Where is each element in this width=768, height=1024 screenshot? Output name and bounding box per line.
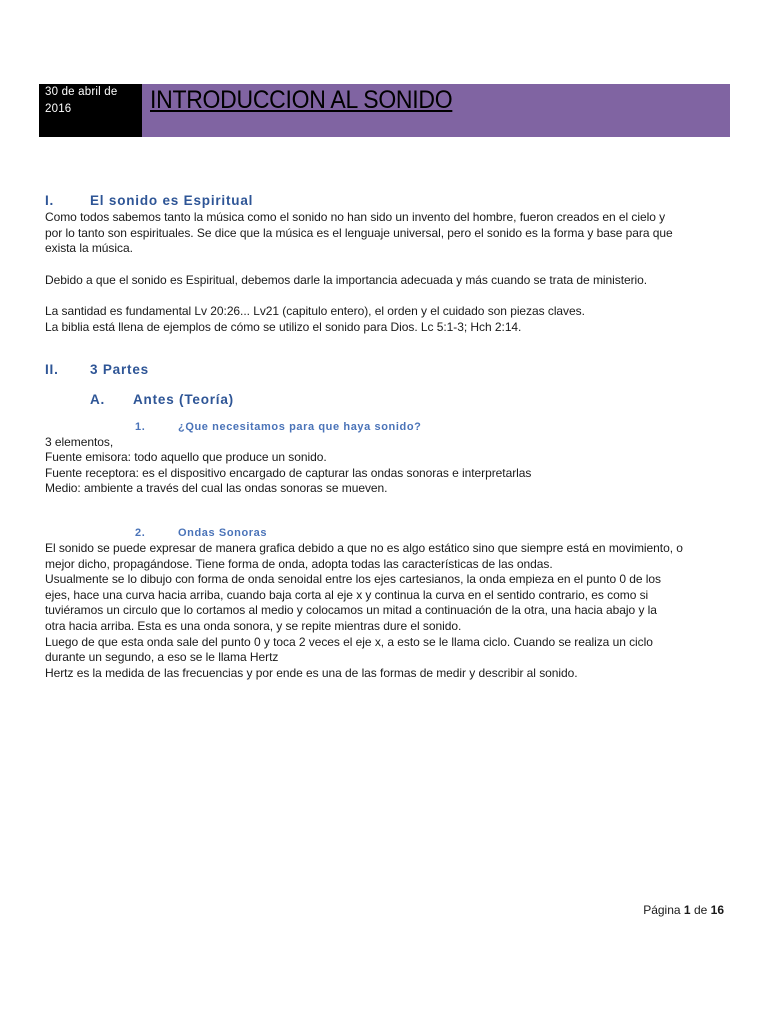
text-line: durante un segundo, a eso se le llama Hertz [45, 650, 279, 665]
section-1-paragraph-1 [45, 210, 735, 257]
text-line: ejes, hace una curva hacia arriba, cuando baja corta al eje x y continua la curva en el sentido contrario, es como si [45, 587, 649, 602]
text-line: La biblia está llena de ejemplos de cómo se utilizo el sonido para Dios. Lc 5:1-3; Hch 2:14. [45, 319, 522, 334]
section-2-title: 3 Partes [90, 362, 149, 378]
text-line: Usualmente se lo dibujo con forma de onda senoidal entre los ejes cartesianos, la onda empieza en el punto 0 de los [45, 572, 661, 587]
section-1-title: El sonido es Espiritual [90, 192, 254, 208]
document-title: INTRODUCCION AL SONIDO [150, 86, 453, 114]
section-2-heading [45, 360, 735, 380]
page-footer [643, 903, 724, 917]
footer-total-pages: 16 [710, 903, 724, 917]
footer-prefix: Página [643, 903, 681, 917]
text-line: Luego de que esta onda sale del punto 0 y toca 2 veces el eje x, a esto se le llama ciclo. Cuando se realiza un ciclo [45, 634, 653, 649]
footer-page-number: 1 [683, 903, 691, 917]
text-line: mejor dicho, propagándose. Tiene forma de onda, adopta todas las características de las ondas. [45, 556, 553, 571]
text-line: Debido a que el sonido es Espiritual, debemos darle la importancia adecuada y más cuando se trata de ministerio. [45, 272, 648, 287]
header-title-box [142, 84, 730, 137]
item-2-number: 2. [135, 526, 146, 539]
text-line: Fuente emisora: todo aquello que produce un sonido. [45, 450, 327, 465]
item-2-heading [45, 525, 735, 541]
subsection-a-number: A. [90, 392, 106, 408]
text-line: Hertz es la medida de las frecuencias y por ende es una de las formas de medir y describir al sonido. [45, 665, 578, 680]
section-2-number: II. [45, 362, 59, 378]
footer-separator: de [693, 903, 708, 917]
header-date [39, 84, 142, 137]
text-line: Como todos sabemos tanto la música como el sonido no han sido un invento del hombre, fueron creados en el cielo y [45, 210, 666, 224]
text-line: 3 elementos, [45, 434, 114, 449]
item-1-heading [45, 419, 735, 435]
date-line-2: 2016 [45, 103, 72, 115]
item-1-body [45, 435, 735, 497]
text-line: Medio: ambiente a través del cual las ondas sonoras se mueven. [45, 481, 388, 496]
text-line: exista la música. [45, 241, 133, 256]
section-1-paragraph-2 [45, 273, 735, 289]
section-1-heading [45, 190, 735, 210]
section-1-number: I. [45, 192, 55, 208]
text-line: Fuente receptora: es el dispositivo encargado de capturar las ondas sonoras e interpretarlas [45, 465, 532, 480]
text-line: La santidad es fundamental Lv 20:26... Lv21 (capitulo entero), el orden y el cuidado son piezas claves. [45, 304, 585, 319]
subsection-a-title: Antes (Teoría) [133, 392, 234, 408]
item-1-title: ¿Que necesitamos para que haya sonido? [178, 420, 422, 433]
item-2-body [45, 541, 735, 681]
text-line: tuviéramos un circulo que lo cortamos al medio y colocamos un mitad a continuación de la otra, una hacia abajo y la [45, 603, 657, 618]
text-line: otra hacia arriba. Esta es una onda sonora, y se repite mientras dure el sonido. [45, 618, 462, 633]
text-line: por lo tanto son espirituales. Se dice que la música es el lenguaje universal, pero el sonido es la forma y base para que [45, 225, 673, 240]
text-line: El sonido se puede expresar de manera grafica debido a que no es algo estático sino que siempre está en movimiento, o [45, 540, 683, 555]
item-1-number: 1. [135, 420, 146, 433]
subsection-a-heading [45, 390, 735, 410]
item-2-title: Ondas Sonoras [178, 526, 268, 539]
date-line-1: 30 de abril de [45, 86, 118, 98]
document-header [39, 84, 730, 137]
document-body [45, 190, 735, 681]
section-1-paragraph-3 [45, 304, 735, 335]
